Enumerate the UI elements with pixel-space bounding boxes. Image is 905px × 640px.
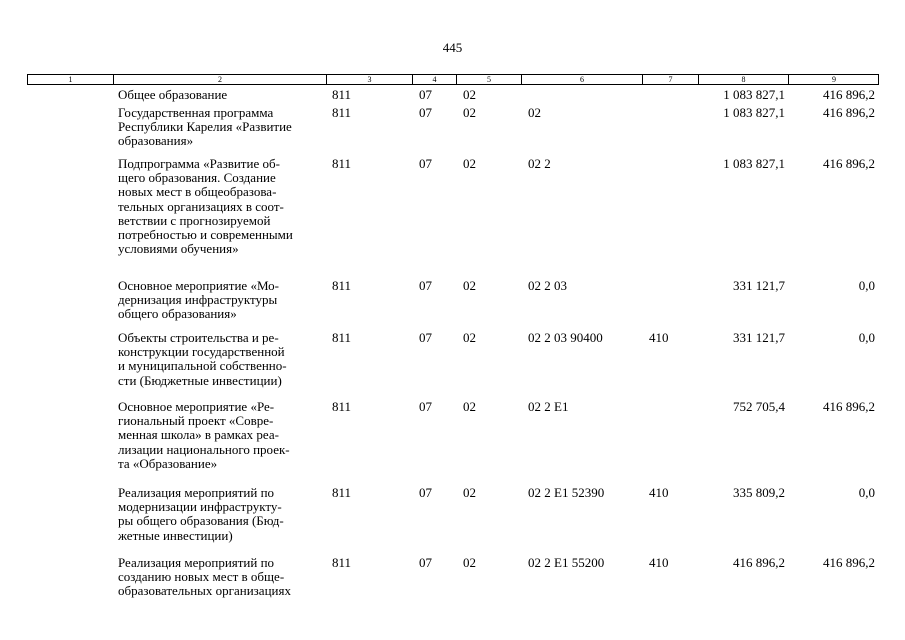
page-number: 445 — [442, 40, 463, 55]
row-subsection: 02 — [463, 278, 476, 293]
row-name: Основное мероприятие «Мо- дернизация инфраструктуры общего образования» — [118, 278, 280, 322]
row-name: Подпрограмма «Развитие об- щего образования. Создание новых мест в общеобразова- тельных организациях в соот- ветствии с прогнозируемой потребностью и современными условиями обучения» — [118, 156, 293, 257]
row-amount-2: 416 896,2 — [823, 87, 875, 102]
header-cell-9: 9 — [788, 75, 879, 85]
row-target-article: 02 2 E1 55200 — [528, 555, 605, 570]
row-target-article: 02 2 — [528, 156, 551, 171]
row-amount-1: 335 809,2 — [733, 485, 785, 500]
header-cell-8: 8 — [698, 75, 788, 85]
row-amount-1: 1 083 827,1 — [723, 105, 785, 120]
row-target-article: 02 2 E1 — [528, 399, 569, 414]
row-subsection: 02 — [463, 555, 476, 570]
row-section: 07 — [419, 87, 432, 102]
row-section: 07 — [419, 330, 432, 345]
header-cell-5: 5 — [456, 75, 521, 85]
row-grbs: 811 — [332, 105, 352, 120]
row-amount-1: 752 705,4 — [733, 399, 785, 414]
header-cell-6: 6 — [521, 75, 642, 85]
row-amount-1: 416 896,2 — [733, 555, 785, 570]
row-grbs: 811 — [332, 399, 352, 414]
row-subsection: 02 — [463, 156, 476, 171]
header-cell-1: 1 — [68, 75, 73, 84]
row-expense-type: 410 — [649, 485, 669, 500]
header-cell-2: 2 — [113, 75, 326, 85]
row-name: Объекты строительства и ре- конструкции государственной и муниципальной собственно- сти (Бюджетные инвестиции) — [118, 330, 287, 388]
row-name: Основное мероприятие «Ре- гиональный проект «Совре- менная школа» в рамках реа- лизации национального проек- та «Образование» — [118, 399, 290, 471]
row-target-article: 02 — [528, 105, 541, 120]
row-subsection: 02 — [463, 87, 476, 102]
row-amount-2: 416 896,2 — [823, 105, 875, 120]
row-section: 07 — [419, 278, 432, 293]
header-cell-7: 7 — [642, 75, 698, 85]
row-amount-2: 0,0 — [858, 485, 875, 500]
row-section: 07 — [419, 485, 432, 500]
row-name: Общее образование — [118, 87, 228, 102]
row-amount-2: 416 896,2 — [823, 399, 875, 414]
row-section: 07 — [419, 105, 432, 120]
row-amount-2: 416 896,2 — [823, 555, 875, 570]
row-expense-type: 410 — [649, 330, 669, 345]
row-grbs: 811 — [332, 87, 352, 102]
row-amount-1: 331 121,7 — [733, 330, 785, 345]
row-section: 07 — [419, 156, 432, 171]
row-amount-2: 0,0 — [858, 330, 875, 345]
row-expense-type: 410 — [649, 555, 669, 570]
row-name: Государственная программа Республики Карелия «Развитие образования» — [118, 105, 292, 149]
row-target-article: 02 2 03 90400 — [528, 330, 603, 345]
row-amount-2: 416 896,2 — [823, 156, 875, 171]
row-grbs: 811 — [332, 485, 352, 500]
table-header-row — [27, 74, 879, 85]
row-amount-1: 1 083 827,1 — [723, 87, 785, 102]
row-name: Реализация мероприятий по созданию новых мест в обще- образовательных организациях — [118, 555, 291, 599]
row-grbs: 811 — [332, 278, 352, 293]
row-amount-2: 0,0 — [858, 278, 875, 293]
header-cell-3: 3 — [326, 75, 412, 85]
row-target-article: 02 2 03 — [528, 278, 567, 293]
header-cell-4: 4 — [412, 75, 456, 85]
row-subsection: 02 — [463, 399, 476, 414]
row-subsection: 02 — [463, 485, 476, 500]
row-grbs: 811 — [332, 156, 352, 171]
row-subsection: 02 — [463, 330, 476, 345]
row-grbs: 811 — [332, 330, 352, 345]
row-grbs: 811 — [332, 555, 352, 570]
row-target-article: 02 2 E1 52390 — [528, 485, 605, 500]
row-section: 07 — [419, 555, 432, 570]
row-subsection: 02 — [463, 105, 476, 120]
row-amount-1: 1 083 827,1 — [723, 156, 785, 171]
row-name: Реализация мероприятий по модернизации инфраструкту- ры общего образования (Бюд- жетные инвестиции) — [118, 485, 284, 543]
row-amount-1: 331 121,7 — [733, 278, 785, 293]
row-section: 07 — [419, 399, 432, 414]
